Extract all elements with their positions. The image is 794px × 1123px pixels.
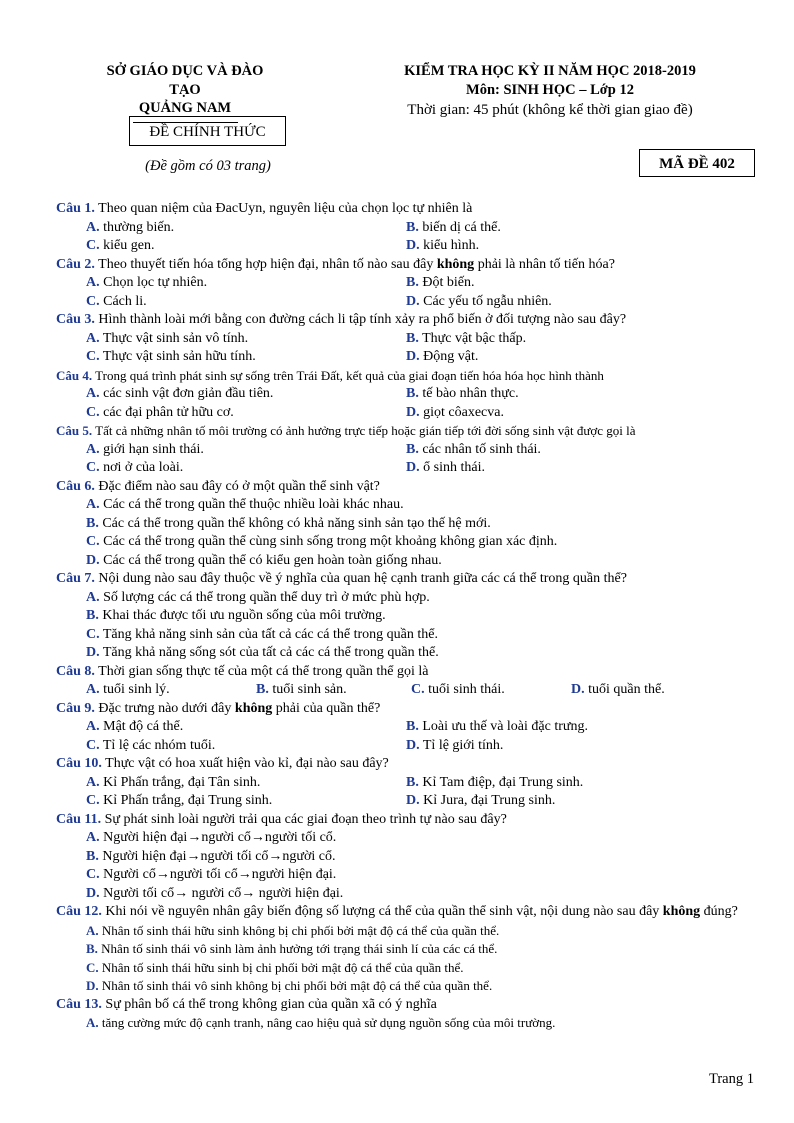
option-letter: D. (86, 552, 100, 568)
question (56, 570, 756, 663)
option-text: thường biến. (103, 219, 175, 235)
option-text: Tỉ lệ giới tính. (422, 737, 504, 753)
question-number: Câu 1. (56, 201, 95, 216)
option-letter: B. (406, 774, 419, 790)
option-text: Các cá thể trong quần thể không có khả năng sinh sản tạo thế hệ mới. (102, 515, 491, 531)
option-text: Người tối cổ→ người cổ→ người hiện đại. (103, 885, 344, 901)
option-letter: C. (86, 626, 100, 642)
option-text: các sinh vật đơn giản đầu tiên. (103, 386, 274, 401)
option-text: Người cổ→người tối cổ→người hiện đại. (103, 867, 337, 882)
department-name: SỞ GIÁO DỤC VÀ ĐÀO TẠO (106, 63, 264, 98)
question-stem: Nội dung nào sau đây thuộc về ý nghĩa của quan hệ cạnh tranh giữa các cá thể trong quần thể? (98, 571, 627, 586)
option-letter: C. (86, 460, 100, 475)
question-stem: Đặc điểm nào sau đây có ở một quần thể sinh vật? (98, 478, 380, 494)
option-letter: C. (86, 238, 100, 253)
subject: Môn: SINH HỌC – Lớp 12 (466, 81, 634, 98)
option-text: tuổi quần thể. (588, 682, 665, 697)
option-letter: C. (411, 682, 425, 697)
question-stem: Theo thuyết tiến hóa tổng hợp hiện đại, nhân tố nào sau đây (98, 256, 437, 272)
option-text: tuổi sinh lý. (103, 682, 170, 697)
option-text: Nhân tố sinh thái vô sinh không bị chi phối bởi mật độ cá thể của quần thể. (101, 978, 493, 993)
option-text: các đại phân tử hữu cơ. (103, 404, 234, 420)
option-text: giọt côaxecva. (423, 404, 504, 420)
official-label: ĐỀ CHÍNH THỨC (129, 116, 286, 146)
question-stem: đúng? (700, 904, 738, 919)
option-letter: D. (86, 978, 99, 993)
option-letter: A. (86, 589, 100, 605)
question (56, 256, 756, 312)
question (56, 311, 756, 367)
option-text: Nhân tố sinh thái vô sinh làm ảnh hưởng tới trạng thái sinh lí của các cá thể. (101, 941, 498, 956)
question (56, 200, 756, 256)
question (56, 367, 756, 423)
option-letter: A. (86, 830, 100, 845)
option-text: kiểu gen. (103, 238, 155, 253)
question (56, 700, 756, 756)
option-text: Tỉ lệ các nhóm tuổi. (102, 737, 216, 753)
exam-info-block (364, 62, 736, 120)
question-number: Câu 10. (56, 756, 102, 771)
option-letter: B. (86, 848, 99, 864)
option-letter: A. (86, 682, 100, 697)
question-stem: Theo quan niệm của ĐacUyn, nguyên liệu của chọn lọc tự nhiên là (98, 201, 473, 216)
option-letter: C. (86, 737, 100, 753)
pages-note: (Đề gồm có 03 trang) (145, 158, 271, 174)
option-text: biến dị cá thể. (422, 219, 501, 235)
question (56, 422, 756, 478)
option-letter: A. (86, 441, 100, 457)
option-letter: B. (406, 275, 419, 290)
question-stem-emphasis: không (662, 904, 701, 919)
question-number: Câu 6. (56, 478, 95, 494)
option-letter: D. (406, 404, 420, 420)
option-text: giới hạn sinh thái. (103, 441, 204, 457)
option-letter: D. (406, 349, 420, 364)
option-letter: A. (86, 922, 99, 938)
question-stem: Hình thành loài mới bằng con đường cách li tập tính xảy ra phổ biến ở đối tượng nào sau đây? (98, 312, 627, 327)
option-letter: B. (86, 515, 99, 531)
option-text: Kỉ Phấn trắng, đại Trung sinh. (103, 793, 273, 808)
option-text: Kỉ Tam điệp, đại Trung sinh. (422, 774, 584, 790)
question-stem: Khi nói về nguyên nhân gây biến động số lượng cá thể của quần thể sinh vật, nội dung nào sau đây (105, 904, 663, 919)
option-letter: C. (86, 349, 100, 364)
option-letter: D. (86, 645, 100, 660)
question (56, 811, 756, 904)
issuer-block (90, 62, 280, 123)
option-text: nơi ở của loài. (103, 460, 184, 475)
option-letter: B. (406, 719, 419, 734)
question-stem-emphasis: không (234, 700, 273, 716)
question-stem-emphasis: không (436, 256, 475, 272)
option-text: Thực vật sinh sản hữu tính. (102, 349, 256, 364)
question-stem: Tất cả những nhân tố môi trường có ảnh hưởng trực tiếp hoặc gián tiếp tới đời sống sinh vật được gọi là (95, 423, 636, 438)
exam-code: MÃ ĐỀ 402 (639, 149, 755, 177)
question-stem: phải là nhân tố tiến hóa? (474, 256, 615, 272)
option-letter: A. (86, 330, 100, 346)
question-number: Câu 11. (56, 811, 102, 827)
option-text: Các yếu tố ngẫu nhiên. (423, 293, 552, 309)
option-text: kiểu hình. (423, 238, 480, 253)
option-letter: B. (406, 441, 419, 457)
option-text: Nhân tố sinh thái hữu sinh bị chi phối bởi mật độ cá thể của quần thể. (101, 959, 464, 975)
option-letter: B. (406, 386, 419, 401)
option-text: Các cá thể trong quần thể có kiểu gen hoàn toàn giống nhau. (103, 552, 442, 568)
option-text: Các cá thể trong quần thể cùng sinh sống trong một khoảng không gian xác định. (103, 534, 558, 549)
option-text: Khai thác được tối ưu nguồn sống của môi trường. (102, 608, 386, 623)
option-text: Thực vật bậc thấp. (422, 330, 527, 346)
option-text: ổ sinh thái. (423, 460, 485, 475)
question-number: Câu 3. (56, 312, 95, 327)
option-text: tăng cường mức độ cạnh tranh, nâng cao hiệu quả sử dụng nguồn sống của môi trường. (101, 1015, 556, 1030)
question (56, 663, 756, 700)
question-stem: phải của quần thể? (272, 700, 381, 716)
option-letter: D. (406, 460, 420, 475)
option-letter: C. (86, 404, 100, 420)
option-letter: A. (86, 774, 100, 790)
option-text: Kỉ Phấn trắng, đại Tân sinh. (103, 774, 261, 790)
option-letter: D. (406, 238, 420, 253)
province-name: QUẢNG NAM (138, 100, 232, 116)
question-stem: Đặc trưng nào dưới đây (98, 700, 235, 716)
question-number: Câu 12. (56, 904, 102, 919)
option-letter: A. (86, 275, 100, 290)
time-limit: Thời gian: 45 phút (không kể thời gian giao đề) (407, 102, 693, 118)
option-text: tuổi sinh sản. (272, 682, 347, 697)
option-text: Người hiện đại→người cổ→người tối cổ. (103, 830, 337, 845)
option-text: Kỉ Jura, đại Trung sinh. (423, 793, 556, 808)
option-text: Số lượng các cá thể trong quần thể duy trì ở mức phù hợp. (103, 589, 430, 605)
option-letter: D. (406, 293, 420, 309)
question-number: Câu 8. (56, 663, 95, 679)
option-letter: D. (571, 682, 585, 697)
option-letter: A. (86, 1015, 99, 1030)
option-letter: C. (86, 293, 100, 309)
option-text: Các cá thể trong quần thể thuộc nhiều loài khác nhau. (103, 497, 404, 512)
option-letter: C. (86, 793, 100, 808)
option-text: Tăng khả năng sinh sản của tất cả các cá thể trong quần thể. (102, 626, 438, 642)
question-stem: Sự phân bố cá thể trong không gian của quần xã có ý nghĩa (105, 996, 437, 1012)
option-text: Đột biến. (422, 275, 475, 290)
question-number: Câu 2. (56, 256, 95, 272)
question-stem: Trong quá trình phát sinh sự sống trên Trái Đất, kết quả của giai đoạn tiến hóa hóa học hình thành (95, 367, 604, 383)
question-number: Câu 4. (56, 367, 93, 383)
option-text: Mật độ cá thể. (103, 719, 184, 734)
option-text: Động vật. (423, 349, 479, 364)
option-text: Loài ưu thế và loài đặc trưng. (422, 719, 588, 734)
option-text: Người hiện đại→người tối cổ→người cổ. (102, 848, 336, 864)
option-letter: D. (86, 885, 100, 901)
question-stem: Thực vật có hoa xuất hiện vào kỉ, đại nào sau đây? (105, 756, 389, 771)
option-text: Thực vật sinh sản vô tính. (102, 330, 249, 346)
option-text: Nhân tố sinh thái hữu sinh không bị chi phối bởi mật độ cá thể của quần thể. (101, 922, 500, 938)
question (56, 903, 756, 996)
question-number: Câu 13. (56, 996, 102, 1012)
option-letter: A. (86, 386, 100, 401)
option-letter: A. (86, 497, 100, 512)
question (56, 996, 756, 1033)
question (56, 755, 756, 811)
question-number: Câu 9. (56, 700, 95, 716)
option-letter: A. (86, 219, 100, 235)
option-text: tuổi sinh thái. (428, 682, 505, 697)
option-letter: B. (86, 608, 99, 623)
page-number: Trang 1 (709, 1071, 754, 1087)
option-text: Cách li. (103, 293, 147, 309)
option-letter: C. (86, 867, 100, 882)
option-letter: B. (406, 330, 419, 346)
option-letter: B. (406, 219, 419, 235)
question-number: Câu 5. (56, 423, 93, 438)
option-letter: C. (86, 959, 99, 975)
option-text: Tăng khả năng sống sót của tất cả các cá thể trong quần thể. (102, 645, 439, 660)
option-letter: C. (86, 534, 100, 549)
option-letter: B. (86, 941, 98, 956)
exam-title: KIỂM TRA HỌC KỲ II NĂM HỌC 2018-2019 (404, 63, 696, 79)
question-stem: Sự phát sinh loài người trải qua các giai đoạn theo trình tự nào sau đây? (104, 811, 507, 827)
option-text: tế bào nhân thực. (422, 386, 519, 401)
question-list (56, 200, 756, 1033)
question-number: Câu 7. (56, 571, 95, 586)
option-letter: D. (406, 793, 420, 808)
option-letter: A. (86, 719, 100, 734)
question-stem: Thời gian sống thực tế của một cá thể trong quần thể gọi là (98, 663, 429, 679)
option-text: Chọn lọc tự nhiên. (103, 275, 208, 290)
question (56, 478, 756, 571)
option-text: các nhân tố sinh thái. (422, 441, 541, 457)
option-letter: B. (256, 682, 269, 697)
option-letter: D. (406, 737, 420, 753)
